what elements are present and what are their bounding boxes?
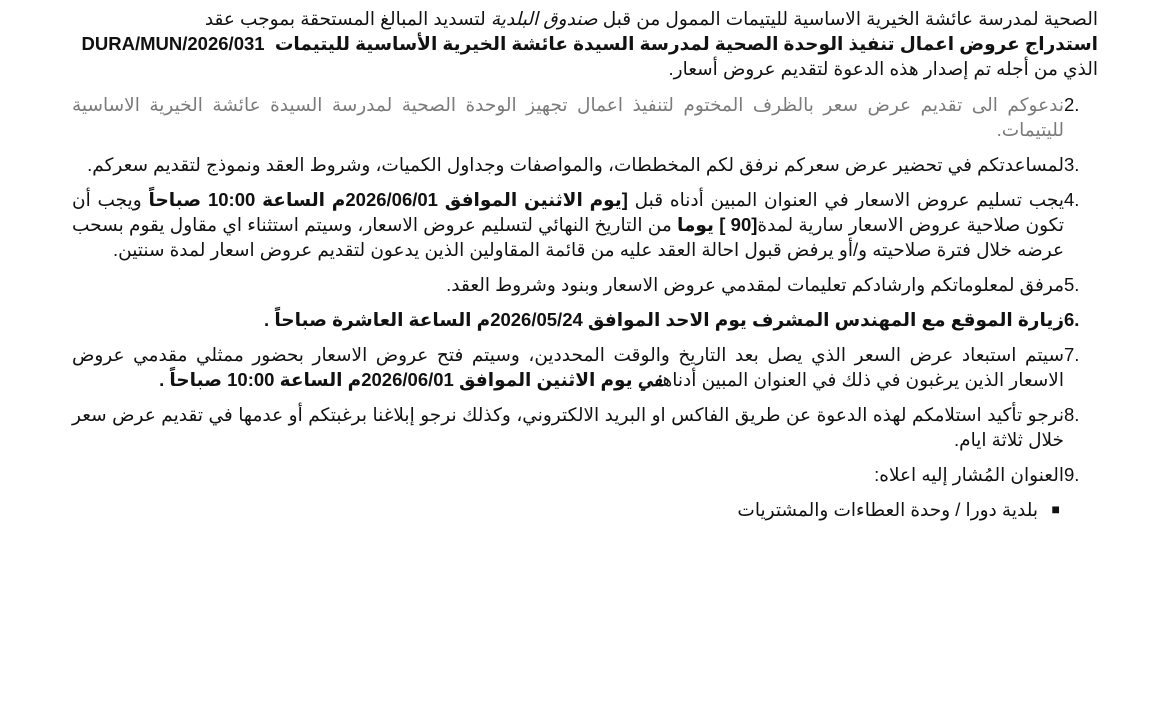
site-visit-text: زيارة الموقع مع المهندس المشرف يوم الاحد الموافق 2026/05/24م الساعة العاشرة صباحاً .: [264, 309, 1064, 330]
item-number: 9.: [1064, 464, 1080, 485]
opening-date: يوم الاثنين الموافق 2026/06/01م الساعة 10:00 صباحاً .: [159, 369, 638, 390]
item-text: لمساعدتكم في تحضير عرض سعركم نرفق لكم المخططات، والمواصفات وجداول الكميات، وشروط العقد ونموذج لتقديم سعركم.: [87, 154, 1064, 175]
list-item-3: [72, 152, 1098, 177]
address-text: بلدية دورا / وحدة العطاءات والمشتريات: [737, 499, 1038, 520]
item-text: [72, 342, 1064, 392]
list-item-8: [72, 402, 1098, 452]
list-item-7: [72, 342, 1098, 392]
tender-code: DURA/MUN/2026/031: [81, 33, 265, 54]
intro-text-end: لتسديد المبالغ المستحقة بموجب عقد: [204, 8, 491, 29]
document-page: [72, 0, 1098, 522]
bullet-icon: ■: [1051, 501, 1060, 517]
item-text-part: من التاريخ النهائي لتسليم عروض الاسعار، وسيتم استثناء اي مقاول يقوم بسحب عرضه خلال فترة صلاحيته و/أو يرفض قبول احالة العقد عليه من قائمة المقاولين الذين يدعون لتقديم عروض اسعار لمدة سنتين.: [72, 214, 1064, 260]
intro-line-3: الذي من أجله تم إصدار هذه الدعوة لتقديم عروض أسعار.: [668, 58, 1098, 79]
item-text: نرجو تأكيد استلامكم لهذه الدعوة عن طريق الفاكس او البريد الالكتروني، وكذلك نرجو إبلاغنا برغبتكم أو عدمها في تقديم عرض سعر خلال ثلاثة ايام.: [72, 404, 1064, 450]
item-text: العنوان المُشار إليه اعلاه:: [874, 464, 1064, 485]
item-number: 7.: [1064, 344, 1080, 365]
item-number: 8.: [1064, 404, 1080, 425]
intro-text: الصحية لمدرسة عائشة الخيرية الاساسية لليتيمات الممول من قبل: [597, 8, 1098, 29]
validity-period: [90 ] يوما: [677, 214, 758, 235]
list-item-9: [72, 462, 1098, 487]
item-text: مرفق لمعلوماتكم وارشادكم تعليمات لمقدمي عروض الاسعار وبنود وشروط العقد.: [446, 274, 1064, 295]
item-text-italic: في: [637, 369, 663, 390]
item-text-part: يجب تسليم عروض الاسعار في العنوان المبين أدناه قبل: [627, 189, 1065, 210]
list-item-6: [72, 307, 1098, 332]
list-item-5: [72, 272, 1098, 297]
list-item-2: [72, 92, 1098, 142]
item-number: 3.: [1064, 154, 1080, 175]
item-text: ندعوكم الى تقديم عرض سعر بالظرف المختوم لتنفيذ اعمال تجهيز الوحدة الصحية لمدرسة السيدة عائشة الخيرية الاساسية لليتيمات.: [72, 94, 1064, 140]
submission-deadline: [يوم الاثنين الموافق 2026/06/01م الساعة 10:00 صباحاً: [148, 189, 628, 210]
item-text-part: سيتم استبعاد عرض السعر الذي يصل بعد التاريخ والوقت المحددين، وسيتم فتح عروض الاسعار بحضور ممثلي مقدمي عروض الاسعار الذين يرغبون في ذلك في العنوان المبين أدناه: [72, 344, 1064, 390]
item-text: [72, 187, 1064, 262]
item-number: 5.: [1064, 274, 1080, 295]
list-item-4: [72, 187, 1098, 262]
intro-paragraph: [72, 0, 1098, 81]
intro-line-1: [72, 6, 1098, 31]
item-number: 6.: [1064, 309, 1080, 330]
item-text-part: ويجب أن تكون صلاحية عروض الاسعار سارية لمدة: [72, 189, 1065, 235]
tender-title: استدراج عروض اعمال تنفيذ الوحدة الصحية لمدرسة السيدة عائشة الخيرية الأساسية لليتيمات: [274, 33, 1098, 54]
item-number: 4.: [1064, 189, 1080, 210]
intro-line-2: [72, 31, 1098, 56]
item-number: 2.: [1064, 94, 1080, 115]
address-bullet: [72, 497, 1060, 522]
fund-name: صندوق البلدية: [490, 8, 598, 29]
